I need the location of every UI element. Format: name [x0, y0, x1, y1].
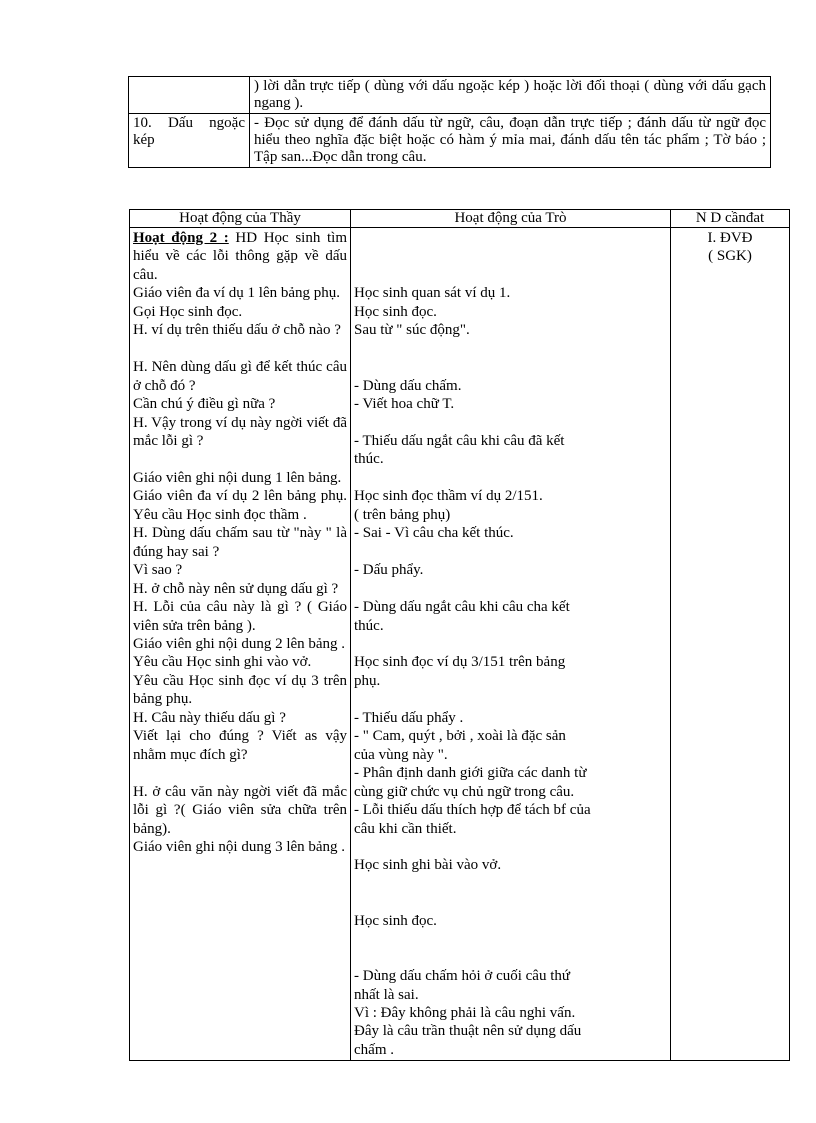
text-line: nhất là sai. — [354, 986, 419, 1003]
text-line: H. Lỗi của câu này là gì ? ( Giáo viên sửa trên bảng ). — [133, 599, 347, 634]
text-line — [354, 690, 667, 708]
text-line: ( SGK) — [708, 248, 752, 265]
text-line — [354, 893, 667, 911]
student-column — [351, 228, 671, 1061]
text-line: Cần chú ý điều gì nữa ? — [133, 396, 276, 413]
activity-title: Hoạt động 2 : — [133, 230, 229, 246]
text-line — [354, 469, 667, 487]
text-line — [354, 266, 667, 284]
text-line: H. Nên dùng dấu gì để kết thúc câu ở chỗ đó ? — [133, 359, 347, 394]
teacher-column — [130, 228, 351, 1061]
text-line — [354, 930, 667, 948]
row-content: ) lời dẫn trực tiếp ( dùng với dấu ngoặc kép ) hoặc lời đối thoại ( dùng với dấu gạch ngang ). — [250, 77, 771, 114]
text-line: thúc. — [354, 451, 384, 468]
text-line: ( trên bảng phụ) — [354, 506, 451, 523]
text-line: thúc. — [354, 617, 384, 634]
text-line: Gọi Học sinh đọc. — [133, 303, 243, 320]
text-line: - Phân định danh giới giữa các danh từ — [354, 765, 587, 782]
row-content: - Đọc sử dụng để đánh dấu từ ngữ, câu, đoạn dẫn trực tiếp ; đánh dấu từ ngữ đọc hiểu theo nghĩa đặc biệt hoặc có hàm ý mỉa mai, đánh dấu tên tác phẩm ; Tờ báo ; Tập san...Đọc dẫn trong câu. — [250, 114, 771, 168]
text-line: - Dấu phẩy. — [354, 562, 424, 579]
text-line — [354, 543, 667, 561]
text-line: - Thiếu dấu ngắt câu khi câu đã kết — [354, 432, 565, 449]
text-line: - Dùng dấu ngắt câu khi câu cha kết — [354, 599, 570, 616]
header-row — [130, 210, 790, 228]
text-line: chấm . — [354, 1041, 394, 1058]
text-line: Giáo viên ghi nội dung 3 lên bảng . — [133, 838, 346, 855]
text-line: H. Vậy trong ví dụ này ngời viết đã mắc lỗi gì ? — [133, 414, 347, 449]
text-line — [354, 247, 667, 265]
text-line: - Sai - Vì câu cha kết thúc. — [354, 525, 514, 542]
top-table — [128, 76, 771, 168]
text-line — [133, 764, 347, 782]
text-line: H. Dùng dấu chấm sau từ "này " là đúng hay sai ? — [133, 525, 347, 560]
text-line: Giáo viên ghi nội dung 1 lên bảng. — [133, 469, 342, 486]
text-line: I. ĐVĐ — [707, 230, 753, 246]
text-line: Đây là câu trần thuật nên sử dụng dấu — [354, 1023, 582, 1040]
text-line: H. ở chỗ này nên sử dụng dấu gì ? — [133, 580, 339, 597]
text-line: Vì sao ? — [133, 562, 183, 579]
text-line: Yêu cầu Học sinh đọc ví dụ 3 trên bảng phụ. — [133, 672, 347, 708]
text-line: phụ. — [354, 672, 381, 689]
text-line: Học sinh đọc thầm ví dụ 2/151. — [354, 488, 543, 505]
text-line: Học sinh đọc. — [354, 303, 437, 320]
text-line: - Lỗi thiếu dấu thích hợp để tách bf của — [354, 802, 591, 819]
text-line: - Viết hoa chữ T. — [354, 396, 455, 413]
table-row — [129, 114, 771, 168]
text-line — [354, 340, 667, 358]
text-line — [354, 580, 667, 598]
text-line: Học sinh quan sát ví dụ 1. — [354, 285, 511, 302]
text-line — [133, 340, 347, 358]
text-line — [354, 875, 667, 893]
header-teacher: Hoạt động của Thầy — [130, 210, 351, 228]
text-line: H. ví dụ trên thiếu dấu ở chỗ nào ? — [133, 322, 341, 339]
text-line — [354, 414, 667, 432]
text-line: Yêu cầu Học sinh ghi vào vở. — [133, 654, 312, 671]
text-line: Giáo viên ghi nội dung 2 lên bảng . — [133, 635, 346, 652]
text-line: của vùng này ". — [354, 746, 448, 763]
table-row — [130, 228, 790, 1061]
text-line: Học sinh đọc ví dụ 3/151 trên bảng — [354, 654, 566, 671]
text-line: - " Cam, quýt , bởi , xoài là đặc sản — [354, 728, 566, 745]
text-line — [354, 229, 667, 247]
activity-table — [129, 209, 790, 1061]
table-row — [129, 77, 771, 114]
text-line: Học sinh ghi bài vào vở. — [354, 857, 502, 874]
text-line: - Dùng dấu chấm hỏi ở cuối câu thứ — [354, 968, 571, 985]
text-line: cùng giữ chức vụ chủ ngữ trong câu. — [354, 783, 575, 800]
text-line: - Thiếu dấu phẩy . — [354, 709, 464, 726]
text-line — [354, 358, 667, 376]
text-line — [354, 949, 667, 967]
text-line — [133, 450, 347, 468]
text-line: H. Câu này thiếu dấu gì ? — [133, 709, 286, 726]
text-line — [354, 838, 667, 856]
text-line: HD Học sinh tìm hiểu về các lỗi thông gặp về dấu câu. — [133, 230, 347, 283]
text-line: Vì : Đây không phải là câu nghi vấn. — [354, 1005, 576, 1022]
content-column — [671, 228, 790, 1061]
row-label — [129, 77, 250, 114]
text-line: - Dùng dấu chấm. — [354, 377, 462, 394]
text-line: Sau từ " súc động". — [354, 322, 470, 339]
text-line: Học sinh đọc. — [354, 912, 437, 929]
text-line: Giáo viên đa ví dụ 2 lên bảng phụ. Yêu cầu Học sinh đọc thầm . — [133, 488, 347, 523]
header-student: Hoạt động của Trò — [351, 210, 671, 228]
text-line: câu khi cần thiết. — [354, 820, 457, 837]
text-line: Viết lại cho đúng ? Viết as vậy nhằm mục đích gì? — [133, 728, 347, 763]
header-content: N D cầnđat — [671, 210, 790, 228]
row-label: 10. Dấu ngoặc kép — [129, 114, 250, 168]
text-line: H. ở câu văn này ngời viết đã mắc lỗi gì ?( Giáo viên sửa chữa trên bảng). — [133, 783, 347, 837]
text-line — [354, 635, 667, 653]
text-line: Giáo viên đa ví dụ 1 lên bảng phụ. — [133, 285, 341, 302]
